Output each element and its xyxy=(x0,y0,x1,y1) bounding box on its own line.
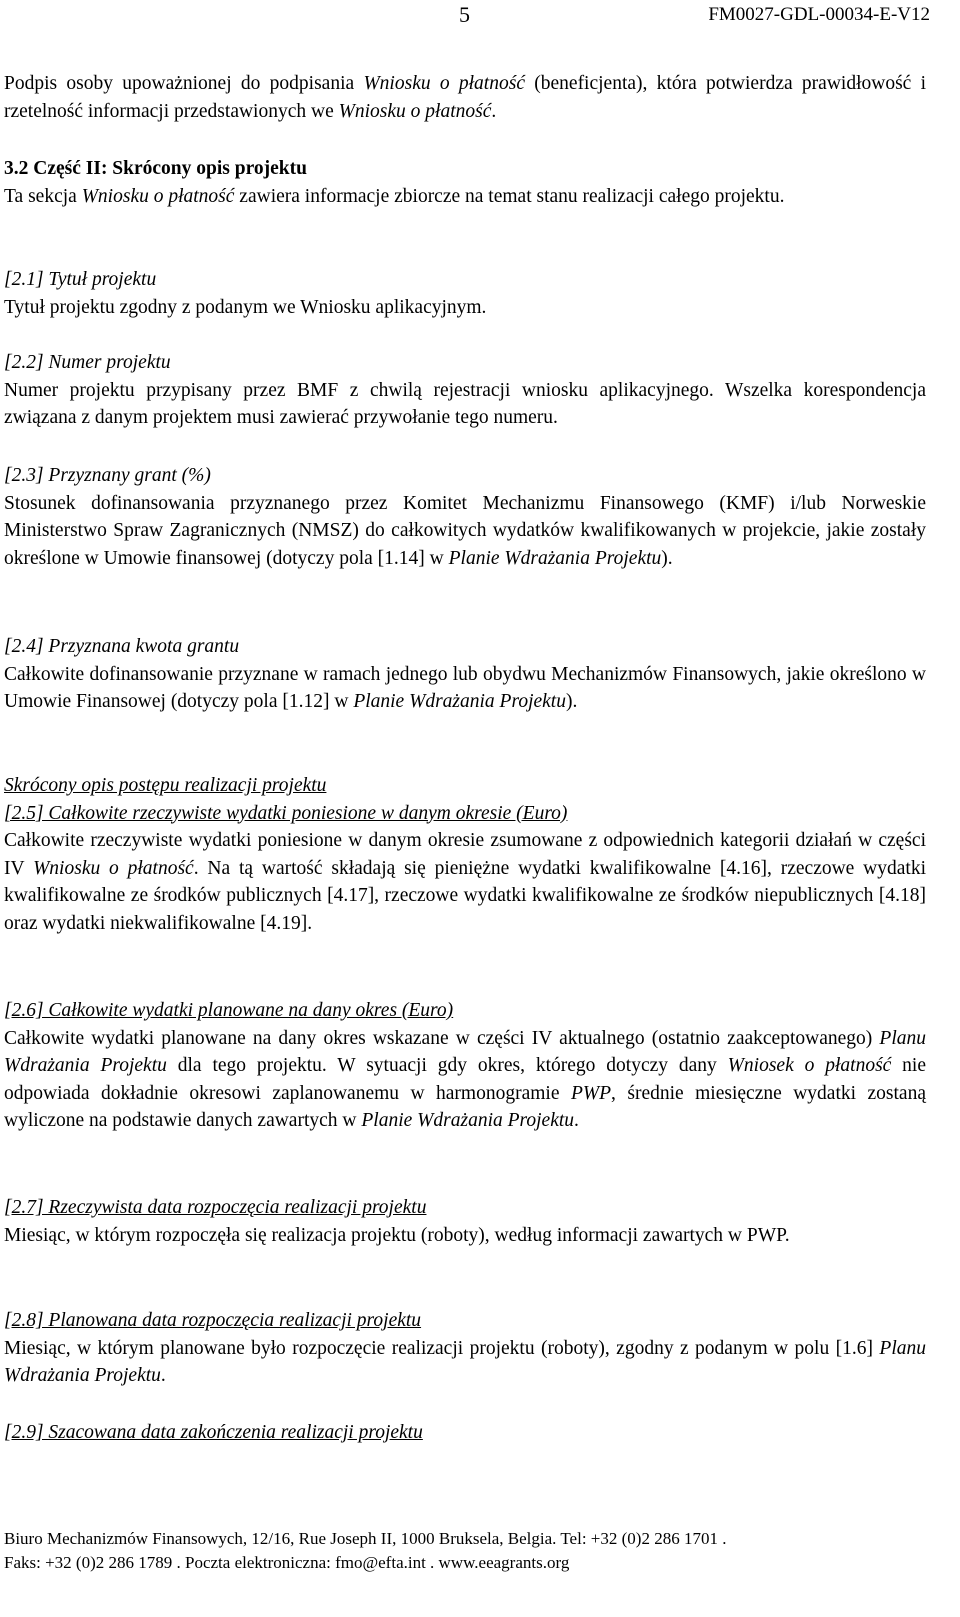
field-2-3-text-2: ). xyxy=(661,547,673,569)
field-2-8 xyxy=(4,1307,926,1390)
footer-line-1: Biuro Mechanizmów Finansowych, 12/16, Rue Joseph II, 1000 Bruksela, Belgia. Tel: +32 (0)2 286 1701 . xyxy=(4,1529,727,1548)
field-2-8-text-1: Miesiąc, w którym planowane było rozpoczęcie realizacji projektu (roboty), zgodny z podanym w polu [1.6] xyxy=(4,1337,880,1359)
intro-text-1: Podpis osoby upoważnionej do podpisania xyxy=(4,73,364,94)
section-3-2-text-2: zawiera informacje zbiorcze na temat stanu realizacji całego projektu. xyxy=(234,185,785,207)
intro-text-2: (beneficjenta), która potwierdza prawidłowość i rzetelność informacji przedstawionych we xyxy=(4,73,927,122)
progress-summary-heading: Skrócony opis postępu realizacji projektu xyxy=(4,775,327,796)
field-2-7-title: [2.7] Rzeczywista data rozpoczęcia realizacji projektu xyxy=(4,1197,427,1218)
section-3-2 xyxy=(4,155,926,210)
field-2-6-text-1: Całkowite wydatki planowane na dany okres wskazane w części IV aktualnego (ostatnio zaakceptowanego) xyxy=(4,1027,880,1049)
field-2-7 xyxy=(4,1194,926,1249)
field-2-6-text-3-italic: PWP xyxy=(570,1082,612,1104)
progress-summary xyxy=(4,772,926,937)
field-2-4-title: [2.4] Przyznana kwota grantu xyxy=(4,636,240,657)
field-2-8-title: [2.8] Planowana data rozpoczęcia realizacji projektu xyxy=(4,1310,422,1331)
field-2-1 xyxy=(4,266,926,321)
intro-text-1-italic: Wniosku o płatność xyxy=(363,73,525,94)
field-2-1-title: [2.1] Tytuł projektu xyxy=(4,269,157,290)
field-2-5-text-2: . Na tą wartość składają się pieniężne wydatki kwalifikowalne [4.16], rzeczowe wydatki kwalifikowalne ze środków publicznych [4.17], rzeczowe wydatki kwalifikowalne ze środków niepublicznych [4.18] oraz wydatki niekwalifikowalne [4.19]. xyxy=(4,857,926,934)
intro-text-3: . xyxy=(491,100,497,122)
field-2-7-body: Miesiąc, w którym rozpoczęła się realizacja projektu (roboty), według informacji zawartych w PWP. xyxy=(4,1224,790,1246)
field-2-4-text-2: ). xyxy=(565,691,578,712)
field-2-6-text-5: . xyxy=(574,1110,579,1131)
field-2-6-text-2: dla tego projektu. W sytuacji gdy okres, którego dotyczy dany xyxy=(166,1055,728,1076)
field-2-4-text-1: Całkowite dofinansowanie przyznane w ramach jednego lub obydwu Mechanizmów Finansowych, jakie określono w Umowie Finansowej (dotyczy pola [1.12] w xyxy=(4,663,926,712)
field-2-2 xyxy=(4,349,926,432)
document-code: FM0027-GDL-00034-E-V12 xyxy=(708,4,930,25)
field-2-9 xyxy=(4,1419,926,1447)
field-2-6-text-4-italic: Planie Wdrażania Projektu xyxy=(361,1110,575,1131)
field-2-9-title: [2.9] Szacowana data zakończenia realizacji projektu xyxy=(4,1422,423,1443)
section-3-2-text-1-italic: Wniosku o płatność xyxy=(81,185,235,207)
field-2-5-text-1-italic: Wniosku o płatność xyxy=(33,857,194,879)
field-2-6-text-2-italic: Wniosek o płatność xyxy=(727,1055,892,1076)
intro-text-2-italic: Wniosku o płatność xyxy=(338,100,492,122)
section-3-2-text-1: Ta sekcja xyxy=(4,185,82,207)
field-2-3-title: [2.3] Przyznany grant (%) xyxy=(4,465,211,486)
field-2-4-text-1-italic: Planie Wdrażania Projektu xyxy=(353,691,566,712)
field-2-2-body: Numer projektu przypisany przez BMF z chwilą rejestracji wniosku aplikacyjnego. Wszelka korespondencja związana z danym projektem musi zawierać przywołanie tego numeru. xyxy=(4,379,926,428)
field-2-2-title: [2.2] Numer projektu xyxy=(4,352,171,373)
field-2-3 xyxy=(4,462,926,572)
field-2-1-body: Tytuł projektu zgodny z podanym we Wniosku aplikacyjnym. xyxy=(4,296,487,318)
field-2-6-text-1-italic: Planu Wdrażania Projektu xyxy=(4,1027,926,1076)
field-2-6-title: [2.6] Całkowite wydatki planowane na dany okres (Euro) xyxy=(4,1000,454,1021)
field-2-6 xyxy=(4,997,926,1135)
field-2-5-text-1: Całkowite rzeczywiste wydatki poniesione w danym okresie zsumowane z odpowiednich kategorii działań w części IV xyxy=(4,830,926,879)
field-2-3-text-1: Stosunek dofinansowania przyznanego przez Komitet Mechanizmu Finansowego (KMF) i/lub Norweskie Ministerstwo Spraw Zagranicznych (NMSZ) do całkowitych wydatków kwalifikowanych w projekcie, jakie zostały określone w Umowie finansowej (dotyczy pola [1.14] w xyxy=(4,492,926,569)
field-2-8-text-2: . xyxy=(160,1365,166,1386)
footer-line-2: Faks: +32 (0)2 286 1789 . Poczta elektroniczna: fmo@efta.int . www.eeagrants.org xyxy=(4,1553,570,1572)
section-3-2-title: 3.2 Część II: Skrócony opis projektu xyxy=(4,158,307,179)
footer xyxy=(4,1527,926,1575)
field-2-5-title: [2.5] Całkowite rzeczywiste wydatki poniesione w danym okresie (Euro) xyxy=(4,802,568,824)
field-2-8-text-1-italic: Planu Wdrażania Projektu xyxy=(4,1337,926,1386)
intro-paragraph xyxy=(4,70,926,125)
field-2-6-text-4: , średnie miesięczne wydatki zostaną wyliczone na podstawie danych zawartych w xyxy=(4,1082,926,1131)
field-2-3-text-1-italic: Planie Wdrażania Projektu xyxy=(448,547,662,569)
page-number: 5 xyxy=(459,2,470,27)
field-2-6-text-3: nie odpowiada dokładnie okresowi zaplanowanemu w harmonogramie xyxy=(4,1055,927,1104)
field-2-4 xyxy=(4,633,926,716)
